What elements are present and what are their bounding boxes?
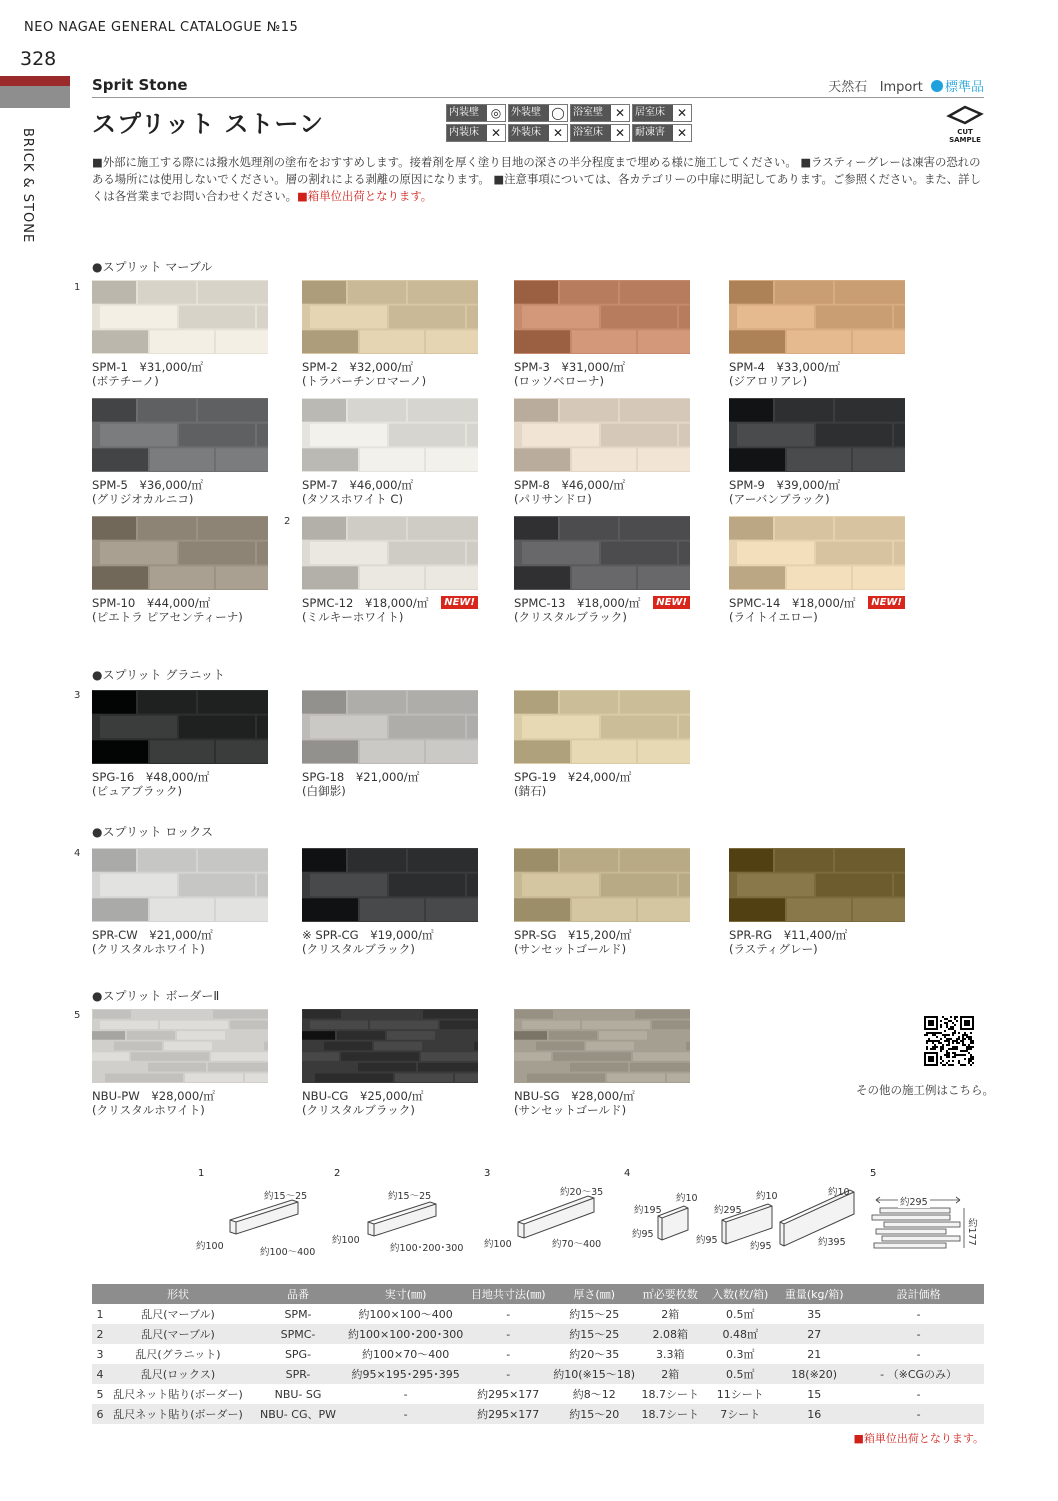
stone-swatch — [302, 848, 478, 922]
dim-label: 約100 — [484, 1239, 512, 1250]
stone-swatch — [92, 398, 268, 472]
product-code-price: SPG-16 ¥48,000/㎡ — [92, 770, 210, 784]
usage-cell — [508, 104, 568, 122]
product-card — [514, 398, 690, 506]
product-code-price: SPG-18 ¥21,000/㎡ — [302, 770, 420, 784]
product-name: (ピエトラ ピアセンティーナ) — [92, 610, 243, 624]
table-cell: 11シート — [716, 1388, 764, 1401]
dim-label: 約195 — [634, 1205, 662, 1216]
table-cell: 約15～25 — [569, 1308, 620, 1321]
product-name: (タソスホワイト C) — [302, 492, 404, 506]
section-rocks: ●スプリット ロックス — [92, 825, 213, 839]
dim-label: 約100･200･300 — [390, 1243, 464, 1254]
table-cell: 約100×70～400 — [361, 1348, 450, 1361]
product-code-price: SPR-CW ¥21,000/㎡ — [92, 928, 213, 942]
product-code-price: SPM-1 ¥31,000/㎡ — [92, 360, 203, 374]
product-card — [92, 848, 268, 956]
product-name: (アーバンブラック) — [729, 492, 830, 506]
table-cell: 2 — [92, 1324, 108, 1344]
dim-label: 約15～25 — [388, 1191, 432, 1202]
table-cell: NBU- CG、PW — [248, 1404, 348, 1424]
section-granite: ●スプリット グラニット — [92, 668, 225, 682]
dimension-diagram-3 — [482, 1168, 622, 1268]
table-cell: 乱尺(ロックス) — [108, 1364, 248, 1384]
diagram-number: 3 — [484, 1168, 491, 1179]
product-name: (クリスタルホワイト) — [92, 1103, 205, 1117]
stone-swatch — [302, 280, 478, 354]
dim-label: 約395 — [818, 1237, 846, 1248]
stone-swatch — [729, 516, 905, 590]
usage-cell — [570, 104, 630, 122]
product-name: (クリスタルブラック) — [302, 942, 415, 956]
dim-label: 約100～400 — [260, 1247, 316, 1258]
product-name: (白御影) — [302, 784, 346, 798]
usage-mark: ✕ — [611, 125, 629, 141]
usage-cell — [446, 124, 506, 142]
stone-swatch — [729, 848, 905, 922]
usage-label: 内装壁 — [447, 105, 487, 121]
stone-swatch — [514, 690, 690, 764]
product-code-price: SPM-9 ¥39,000/㎡ — [729, 478, 840, 492]
cut-sample — [944, 104, 986, 144]
notes-main: ■外部に施工する際には撥水処理剤の塗布をおすすめします。接着剤を厚く塗り目地の深さの半分程度まで埋める様に施工してください。 ■ラスティーグレーは凍害の恐れのある場所には使用しないでください。層の割れによる剥離の原因になります。 ■注意事項については、各カテゴリーの中扉に明記してあります。ご参照ください。また、詳しくは各営業までお問い合わせください。 — [92, 155, 981, 203]
stone-swatch — [92, 516, 268, 590]
product-code-price: SPM-5 ¥36,000/㎡ — [92, 478, 203, 492]
product-card — [302, 690, 478, 798]
usage-grid — [446, 104, 692, 142]
product-code-price: SPM-4 ¥33,000/㎡ — [729, 360, 840, 374]
product-card — [514, 1009, 690, 1117]
stone-shape-icon — [366, 1198, 438, 1238]
product-card — [514, 690, 690, 798]
table-cell: NBU- SG — [274, 1387, 322, 1401]
page-bar-grey — [0, 86, 70, 108]
page-number: 328 — [20, 48, 57, 70]
table-cell: 約20～35 — [569, 1348, 620, 1361]
product-code-price: SPG-19 ¥24,000/㎡ — [514, 770, 632, 784]
row-number: 1 — [74, 282, 81, 293]
table-cell: 6 — [92, 1404, 108, 1424]
column-header: 厚さ(㎜) — [553, 1284, 635, 1304]
table-cell: 2箱 — [635, 1364, 705, 1384]
table-cell: 7シート — [705, 1404, 775, 1424]
table-cell: 約95×195･295･395 — [348, 1364, 463, 1384]
dim-label: 約10 — [828, 1187, 850, 1198]
new-badge: NEW! — [868, 596, 905, 609]
product-name: (サンセットゴールド) — [514, 942, 627, 956]
table-cell: 18(※20) — [775, 1364, 853, 1384]
product-card — [92, 690, 268, 798]
stone-swatch — [302, 516, 478, 590]
usage-mark: ◎ — [487, 105, 505, 121]
usage-mark: ✕ — [549, 125, 567, 141]
column-header: 実寸(㎜) — [348, 1284, 463, 1304]
import-label: Import — [879, 80, 923, 95]
column-header: 品番 — [248, 1284, 348, 1304]
table-cell: - — [463, 1364, 553, 1384]
table-row — [92, 1384, 984, 1404]
usage-mark: ✕ — [673, 125, 691, 141]
cut-sample-icon — [945, 104, 985, 126]
dimension-diagram-4 — [622, 1168, 862, 1268]
stone-swatch — [92, 1009, 268, 1083]
product-card — [302, 280, 478, 388]
stone-swatch — [302, 1009, 478, 1083]
usage-mark: ✕ — [673, 105, 691, 121]
stone-swatch — [729, 280, 905, 354]
stone-swatch — [514, 280, 690, 354]
table-cell: SPR- — [248, 1364, 348, 1384]
cut-sample-label: CUT SAMPLE — [949, 128, 981, 144]
table-row — [92, 1344, 984, 1364]
table-cell: 2箱 — [661, 1308, 680, 1321]
product-code-price: SPR-RG ¥11,400/㎡ — [729, 928, 848, 942]
table-cell: 約295×177 — [463, 1404, 553, 1424]
product-name: (ミルキーホワイト) — [302, 610, 404, 624]
row-number: 5 — [74, 1010, 81, 1021]
table-cell: 0.3㎡ — [725, 1348, 755, 1361]
table-cell: 乱尺ネット貼り(ボーダー) — [108, 1404, 248, 1424]
column-header: 重量(kg/箱) — [775, 1284, 853, 1304]
dim-label: 約177 — [966, 1218, 977, 1246]
table-row — [92, 1304, 984, 1324]
row-number: 4 — [74, 848, 81, 859]
page-bar-accent — [0, 76, 70, 86]
table-cell: 乱尺ネット貼り(ボーダー) — [113, 1388, 243, 1401]
table-cell: 乱尺(マーブル) — [141, 1308, 215, 1321]
product-code-price: SPM-3 ¥31,000/㎡ — [514, 360, 625, 374]
stone-swatch — [514, 848, 690, 922]
dimension-diagram-5 — [868, 1168, 984, 1268]
usage-label: 居室床 — [633, 105, 673, 121]
stone-swatch — [302, 690, 478, 764]
usage-mark: ✕ — [611, 105, 629, 121]
table-cell: 3 — [96, 1347, 104, 1361]
usage-label: 外装壁 — [509, 105, 549, 121]
product-card — [92, 398, 268, 506]
product-card — [92, 516, 268, 624]
dim-label: 約70～400 — [552, 1239, 602, 1250]
new-badge: NEW! — [653, 596, 690, 609]
title-en: Sprit Stone — [92, 76, 188, 94]
usage-cell — [508, 124, 568, 142]
dim-label: 約15～25 — [264, 1191, 308, 1202]
product-card — [302, 516, 478, 624]
qr-code[interactable] — [924, 1016, 974, 1066]
table-cell: 約15～20 — [553, 1404, 635, 1424]
table-cell: 2.08箱 — [635, 1324, 705, 1344]
product-card — [302, 1009, 478, 1117]
product-code-price: SPMC-14 ¥18,000/㎡ — [729, 596, 856, 610]
product-card — [729, 516, 905, 624]
product-code-price: NBU-CG ¥25,000/㎡ — [302, 1089, 424, 1103]
diagram-number: 1 — [198, 1168, 205, 1179]
new-badge: NEW! — [441, 596, 478, 609]
dim-label: 約10 — [676, 1193, 698, 1204]
table-row — [92, 1324, 984, 1344]
usage-label: 内装床 — [447, 125, 487, 141]
table-cell: - — [463, 1324, 553, 1344]
usage-cell — [446, 104, 506, 122]
row-number: 2 — [284, 516, 291, 527]
product-name: (錆石) — [514, 784, 547, 798]
product-card — [729, 280, 905, 388]
product-code-price: SPM-8 ¥46,000/㎡ — [514, 478, 625, 492]
side-category-label: BRICK & STONE — [20, 128, 35, 244]
table-cell: 約10(※15～18) — [553, 1364, 635, 1384]
table-cell: - — [916, 1347, 921, 1361]
product-code-price: SPM-2 ¥32,000/㎡ — [302, 360, 413, 374]
table-cell: 15 — [807, 1387, 822, 1401]
product-name: (クリスタルホワイト) — [92, 942, 205, 956]
product-card — [514, 280, 690, 388]
stone-swatch — [514, 1009, 690, 1083]
catalogue-title: NEO NAGAE GENERAL CATALOGUE №15 — [24, 20, 299, 35]
table-cell: 約100×100～400 — [358, 1308, 453, 1321]
stone-swatch — [92, 690, 268, 764]
spec-table — [92, 1284, 984, 1424]
product-card — [92, 1009, 268, 1117]
table-cell: 乱尺(グラニット) — [135, 1348, 221, 1361]
product-code-price: SPM-10 ¥44,000/㎡ — [92, 596, 211, 610]
notes-shipping: ■箱単位出荷となります。 — [297, 189, 433, 203]
table-cell: 18.7シート — [635, 1404, 705, 1424]
table-cell: 0.5㎡ — [725, 1308, 755, 1321]
column-header: 入数(枚/箱) — [705, 1284, 775, 1304]
usage-cell — [570, 124, 630, 142]
table-cell: - （※CGのみ） — [853, 1364, 984, 1384]
table-cell: 5 — [96, 1387, 104, 1401]
dim-label: 約95 — [750, 1241, 772, 1252]
table-cell: - — [916, 1307, 921, 1321]
table-cell: 35 — [807, 1307, 822, 1321]
table-cell: 16 — [775, 1404, 853, 1424]
product-name: (ロッソベローナ) — [514, 374, 604, 388]
table-cell: 0.48㎡ — [705, 1324, 775, 1344]
product-code-price: SPM-7 ¥46,000/㎡ — [302, 478, 413, 492]
product-card — [302, 848, 478, 956]
product-card — [729, 398, 905, 506]
product-name: (ピュアブラック) — [92, 784, 182, 798]
usage-label: 外装床 — [509, 125, 549, 141]
product-code-price: SPR-SG ¥15,200/㎡ — [514, 928, 632, 942]
column-header: 目地共寸法(㎜) — [463, 1284, 553, 1304]
standard-label: 標準品 — [944, 80, 984, 95]
stone-swatch — [92, 280, 268, 354]
product-name: (クリスタルブラック) — [302, 1103, 415, 1117]
dimension-diagram-1 — [196, 1168, 326, 1268]
header-meta — [828, 76, 984, 95]
standard-dot-icon — [931, 80, 943, 92]
row-number: 3 — [74, 690, 81, 701]
product-header — [92, 76, 984, 98]
dim-label: 約100 — [196, 1241, 224, 1252]
usage-mark: ✕ — [487, 125, 505, 141]
table-cell: SPM- — [284, 1307, 312, 1321]
table-cell: SPMC- — [248, 1324, 348, 1344]
dim-label: 約95 — [632, 1229, 654, 1240]
usage-label: 浴室壁 — [571, 105, 611, 121]
column-header: ㎡必要枚数 — [635, 1284, 705, 1304]
usage-label: 耐凍害 — [633, 125, 673, 141]
table-cell: 21 — [807, 1347, 822, 1361]
product-code-price: ※ SPR-CG ¥19,000/㎡ — [302, 928, 434, 942]
title-ja: スプリット ストーン — [92, 110, 324, 138]
product-name: (トラバーチンロマーノ) — [302, 374, 427, 388]
dim-label: 約295 — [714, 1205, 742, 1216]
stone-swatch — [514, 516, 690, 590]
table-cell: 1 — [96, 1307, 104, 1321]
product-name: (サンセットゴールド) — [514, 1103, 627, 1117]
dim-label: 約295 — [898, 1194, 930, 1208]
dim-label: 約95 — [696, 1235, 718, 1246]
usage-label: 浴室床 — [571, 125, 611, 141]
product-code-price: NBU-SG ¥28,000/㎡ — [514, 1089, 635, 1103]
product-name: (ボテチーノ) — [92, 374, 159, 388]
product-name: (クリスタルブラック) — [514, 610, 627, 624]
product-name: (パリサンドロ) — [514, 492, 592, 506]
product-name: (ジアロリアレ) — [729, 374, 808, 388]
product-card — [514, 848, 690, 956]
table-cell: - — [853, 1324, 984, 1344]
table-cell: 27 — [775, 1324, 853, 1344]
product-card — [514, 516, 690, 624]
product-card — [729, 848, 905, 956]
table-cell: SPG- — [284, 1347, 312, 1361]
table-cell: - — [506, 1307, 511, 1321]
product-name: (ライトイエロー) — [729, 610, 818, 624]
table-cell: 18.7シート — [641, 1388, 699, 1401]
dim-label: 約10 — [756, 1191, 778, 1202]
section-marble: ●スプリット マーブル — [92, 260, 213, 274]
usage-cell — [632, 124, 692, 142]
product-name: (グリジオカルニコ) — [92, 492, 194, 506]
column-header: 形状 — [108, 1284, 248, 1304]
table-cell: - — [348, 1404, 463, 1424]
table-cell: 約15～25 — [553, 1324, 635, 1344]
section-border: ●スプリット ボーダーⅡ — [92, 989, 220, 1003]
table-row — [92, 1364, 984, 1384]
table-footnote: ■箱単位出荷となります。 — [853, 1432, 984, 1445]
table-row — [92, 1404, 984, 1424]
product-code-price: NBU-PW ¥28,000/㎡ — [92, 1089, 215, 1103]
table-cell: 約295×177 — [477, 1388, 540, 1401]
usage-notes — [92, 154, 984, 205]
product-name: (ラスティグレー) — [729, 942, 818, 956]
dimension-diagram-2 — [332, 1168, 472, 1268]
table-cell: 0.5㎡ — [705, 1364, 775, 1384]
stone-swatch — [729, 398, 905, 472]
table-cell: - — [853, 1404, 984, 1424]
product-code-price: SPMC-12 ¥18,000/㎡ — [302, 596, 429, 610]
table-cell: - — [506, 1347, 511, 1361]
diagram-number: 2 — [334, 1168, 341, 1179]
qr-caption: その他の施工例はこちら。 — [856, 1083, 994, 1097]
usage-mark: ◯ — [549, 105, 567, 121]
stone-swatch — [514, 398, 690, 472]
product-code-price: SPMC-13 ¥18,000/㎡ — [514, 596, 641, 610]
column-header: 設計価格 — [853, 1284, 984, 1304]
table-cell: 4 — [92, 1364, 108, 1384]
category-label: 天然石 — [828, 80, 868, 95]
table-header-row — [92, 1284, 984, 1304]
diagram-number: 5 — [870, 1168, 877, 1179]
table-cell: 約100×100･200･300 — [348, 1324, 463, 1344]
diagram-number: 4 — [624, 1168, 631, 1179]
table-cell: 乱尺(マーブル) — [108, 1324, 248, 1344]
table-cell: - — [916, 1387, 921, 1401]
stone-swatch — [302, 398, 478, 472]
column-header — [92, 1284, 108, 1304]
stone-shape-icon — [228, 1196, 300, 1236]
table-cell: 約8～12 — [572, 1388, 616, 1401]
table-cell: 3.3箱 — [655, 1348, 685, 1361]
stone-swatch — [92, 848, 268, 922]
dim-label: 約20～35 — [560, 1187, 604, 1198]
dim-label: 約100 — [332, 1235, 360, 1246]
product-card — [302, 398, 478, 506]
product-card — [92, 280, 268, 388]
table-cell: - — [403, 1387, 408, 1401]
usage-cell — [632, 104, 692, 122]
